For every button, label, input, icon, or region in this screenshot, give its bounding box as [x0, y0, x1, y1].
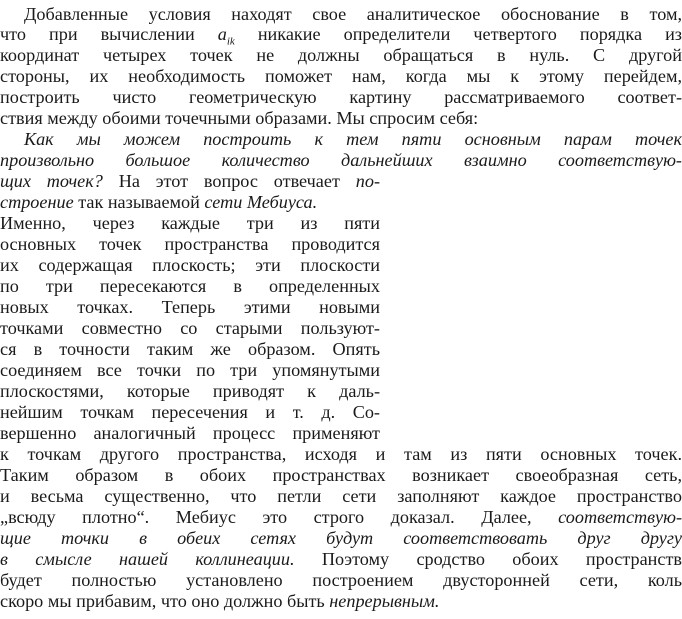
text-segment: соответствую- [558, 507, 682, 527]
text-segment: стороны, их необходимость поможет нам, когда мы к этому перейдем, [0, 66, 682, 86]
text-segment: щие точки в обеих сетях будут соответствовать друг другу [0, 528, 682, 548]
text-segment: по три пересекаются в определенных [0, 276, 380, 296]
text-segment: щих точек? [0, 171, 103, 191]
text-segment: сети Мебиуса. [204, 192, 318, 212]
text-segment: строение [0, 192, 74, 212]
text-segment: скоро мы прибавим, что оно должно быть [0, 591, 330, 611]
text-segment: что при вычислении [0, 24, 218, 44]
text-segment: На этот вопрос отвечает [102, 171, 356, 191]
text-segment: Добавленные условия находят свое аналитическое обоснование в том, [24, 4, 682, 24]
text-segment: Поэтому сродство обоих пространств [294, 549, 682, 569]
text-segment: „всюду плотно“. Мебиус это строго доказал. Далее, [0, 507, 559, 527]
text-segment: основных точек пространства проводится [0, 234, 380, 254]
text-segment: так называемой [73, 192, 205, 212]
text-line-29 [0, 589, 682, 613]
text-segment: по- [355, 171, 380, 191]
variable-subscript: ik [226, 35, 235, 48]
math-variable [217, 24, 235, 48]
text-segment: соединяем все точки по три упомянутыми [0, 360, 380, 380]
text-segment: будет полностью установлено построением двусторонней сети, коль [0, 570, 682, 590]
text-segment: плоскостями, которые приводят к даль- [0, 381, 380, 401]
text-segment: Таким образом в обоих пространствах возникает своеобразная сеть, [0, 465, 682, 485]
text-segment: произвольно большое количество дальнейших взаимно соответствую- [0, 150, 682, 170]
text-segment: вершенно аналогичный процесс применяют [0, 423, 380, 443]
variable-letter: a [217, 24, 227, 44]
text-segment: их содержащая плоскость; эти плоскости [0, 255, 380, 275]
text-segment: в смысле нашей коллинеации. [0, 549, 295, 569]
text-segment: никакие определители четвертого порядка из [234, 24, 682, 44]
text-segment: и весьма существенно, что петли сети заполняют каждое пространство [0, 486, 682, 506]
text-segment: построить чисто геометрическую картину рассматриваемого соответ- [0, 87, 682, 107]
text-segment: к точкам другого пространства, исходя и там из пяти основных точек. [0, 444, 682, 464]
text-segment: Именно, через каждые три из пяти [0, 213, 380, 233]
text-segment: непрерывным. [329, 591, 440, 611]
text-segment: Как мы можем построить к тем пяти основным парам точек [24, 129, 682, 149]
text-segment: точками совместно со старыми пользуют- [0, 318, 380, 338]
text-segment: новых точках. Теперь этими новыми [0, 297, 380, 317]
text-segment: нейшим точкам пересечения и т. д. Со- [0, 402, 380, 422]
text-segment: ствия между обоими точечными образами. Мы спросим себя: [0, 108, 479, 128]
text-segment: координат четырех точек не должны обращаться в нуль. С другой [0, 45, 682, 65]
text-segment: ся в точности таким же образом. Опять [0, 339, 380, 359]
